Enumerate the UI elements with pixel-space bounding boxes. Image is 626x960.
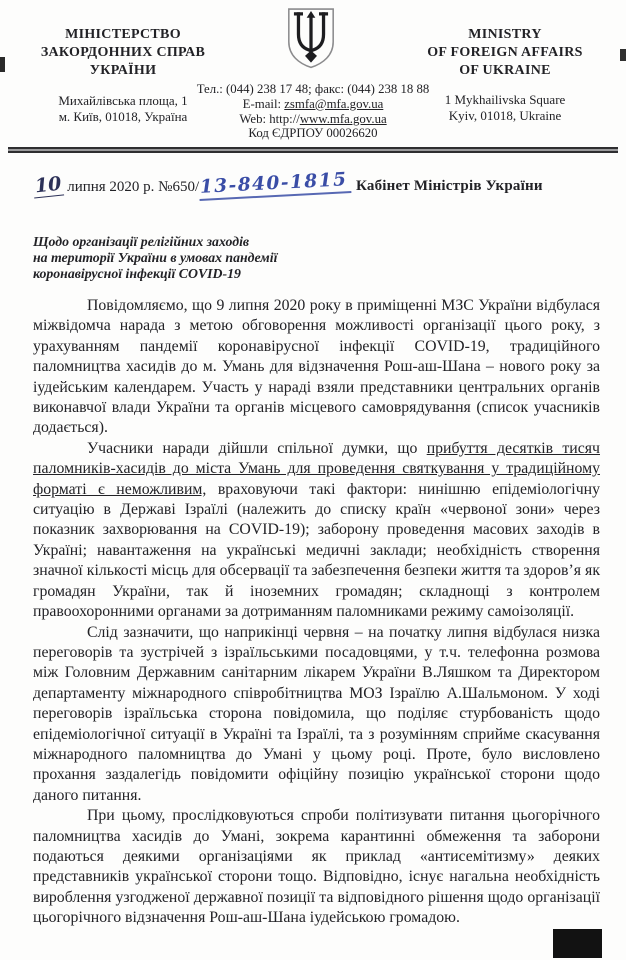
web-label: Web: http:// [239,111,300,126]
email-label: E-mail: [242,96,285,111]
header-separator-rule [8,147,618,153]
ukraine-trident-emblem-icon [284,6,338,70]
org-name-line: МІНІСТЕРСТВО [65,27,181,42]
subject-line: на території України в умовах пандемії [33,250,278,265]
web-address: www.mfa.gov.ua [299,111,387,126]
paragraph-2-lead: Учасники наради дійшли спільної думки, що [87,439,427,457]
address-line-en: 1 Mykhailivska Square [444,92,566,107]
letter-body [33,296,600,929]
redaction-black-box [553,929,602,958]
ministry-name-english-block [410,26,600,123]
subject-line: Щодо організації релігійних заходів [33,234,250,249]
edrpou-code-line: Код ЄДРПОУ 00026620 [248,126,378,141]
address-line-ua: Михайлівська площа, 1 [58,93,188,108]
address-line-ua: м. Київ, 01018, Україна [58,108,188,124]
email-address: zsmfa@mfa.gov.ua [284,96,384,111]
org-name-line-en: MINISTRY [468,27,542,42]
handwritten-day: 10 [32,172,65,198]
paragraph-2-rest: враховуючи такі фактори: нинішню епідеміологічну ситуацію в Державі Ізраїлі (належить до списку країн «червоної зони» через показник захворювання на COVID-19); заборону проведення масових заходів в Україні; навантаження на українські медичні заклади; необхідність створення значної кількості місць для обсервації та забезпечення безпеки життя та здоров’я як громадян України, так й іноземних громадян; складнощі з контролем правоохоронними органами за дотриманням паломниками режиму самоізоляції. [33,480,600,621]
paragraph-1: Повідомляємо, що 9 липня 2020 року в приміщенні МЗС України відбулася міжвідомча нарада з метою обговорення можливості організації цього року, з урахуванням пандемії коронавірусної інфекції COVID-19, традиційного паломництва хасидів до м. Умань для відзначення Рош-аш-Шана – нового року за іудейським календарем. Участь у нараді взяли представники центральних органів виконавчої влади України та органів місцевого самоврядування (список учасників додається). [33,297,600,437]
paragraph-4: При цьому, прослідковуються спроби політизувати питання цьогорічного паломництва хасидів до Умані, зокрема карантинні обмеження та заборони подаються деякими організаціями як приклад «антисемітизму» деяких представників української сторони тощо. Відповідно, існує нагальна необхідність вироблення узгодженої державної позиції та відповідного рішення щодо організації цьогорічного відзначення Рош-аш-Шана іудейською громадою. [33,807,600,927]
subject-block [33,234,333,282]
address-line-en: Kyiv, 01018, Ukraine [448,107,562,123]
org-name-line: УКРАЇНИ [89,63,157,78]
paragraph-2 [33,439,600,623]
typed-reference: липня 2020 р. №650/ [63,179,200,195]
handwritten-ref-number: 13-840-1815 [199,169,352,201]
reference-line [33,169,351,199]
scan-artifact [620,49,626,61]
phone-fax-line: Тел.: (044) 238 17 48; факс: (044) 238 18 88 [196,82,430,96]
org-name-line: ЗАКОРДОННИХ СПРАВ [40,45,206,60]
addressee: Кабінет Міністрів України [356,178,543,194]
subject-line: коронавірусної інфекції COVID-19 [33,266,241,281]
scan-artifact [0,57,5,72]
paragraph-3: Слід зазначити, що наприкінці червня – на початку липня відбулася низка переговорів та зустрічей з ізраїльськими посадовцями, у т.ч. телефонна розмова між Головним Державним санітарним лікарем України В.Ляшком та Директором департаменту міжнародного співробітництва МОЗ Ізраїлю А.Шальмоном. У ході переговорів ізраїльська сторона повідомила, що поділяє стурбованість щодо епідеміологічної ситуації в Україні та Ізраїлі, та з розумінням сприйме скасування міжнародного паломництва до Умані у цьому році. Проте, було висловлено прохання заздалегідь повідомити офіційну позицію української сторони щодо даного питання. [33,623,600,804]
org-name-line-en: OF UKRAINE [459,63,551,78]
org-name-line-en: OF FOREIGN AFFAIRS [427,45,583,60]
paragraph-2-underlined-passage: прибуття десятків тисяч паломників-хасидів до міста Умань для проведення святкування у традиційному форматі є неможливим, [33,439,600,498]
